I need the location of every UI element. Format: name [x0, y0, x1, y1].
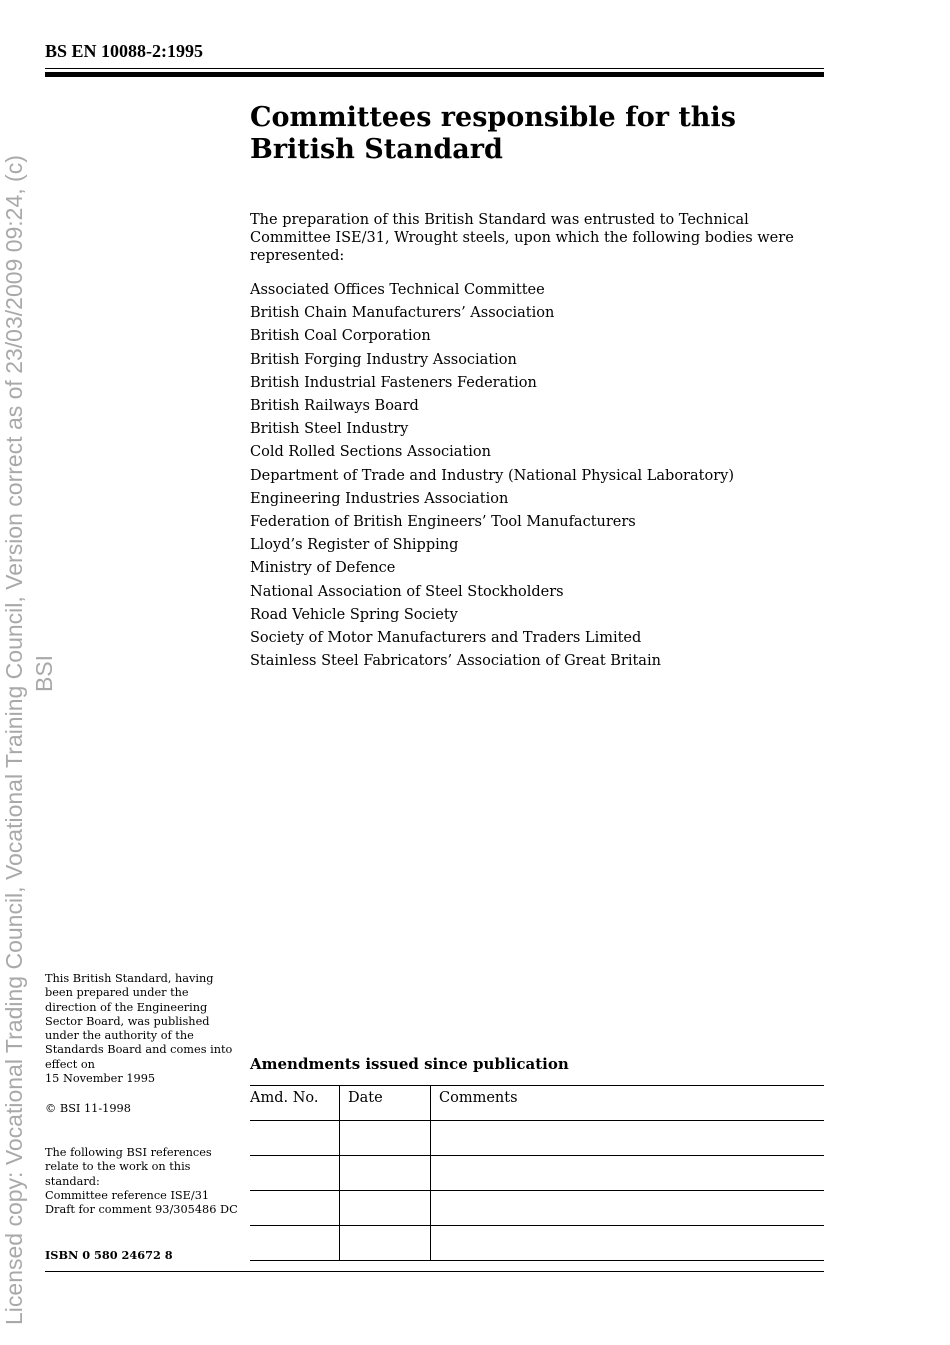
copyright-note [45, 1102, 245, 1116]
intro-line-1: The preparation of this British Standard was entrusted to Technical [250, 212, 749, 228]
table-column-divider [430, 1085, 431, 1261]
header-rule-thick [45, 72, 824, 77]
table-rule [250, 1120, 824, 1121]
references-line: Committee reference ISE/31 [45, 1188, 210, 1202]
column-header-date: Date [348, 1090, 383, 1106]
list-item: Ministry of Defence [250, 560, 396, 577]
page-title-line-1: Committees responsible for this [250, 102, 736, 133]
intro-line-2: Committee ISE/31, Wrought steels, upon which the following bodies were [250, 230, 794, 246]
page-title-line-2: British Standard [250, 134, 503, 165]
column-header-amd-no: Amd. No. [250, 1090, 319, 1106]
list-item: British Steel Industry [250, 421, 409, 438]
intro-paragraph [250, 211, 810, 265]
publication-note-line: been prepared under the [45, 986, 189, 1000]
isbn [45, 1248, 245, 1262]
list-item: Road Vehicle Spring Society [250, 606, 458, 623]
references-line: relate to the work on this [45, 1160, 191, 1174]
publication-note-line: effect on [45, 1057, 95, 1071]
page-title [250, 102, 810, 166]
publication-note-line: Standards Board and comes into [45, 1043, 233, 1057]
footer-rule [45, 1271, 824, 1272]
publication-note-line: under the authority of the [45, 1029, 194, 1043]
intro-line-3: represented: [250, 248, 345, 264]
document-id: BS EN 10088-2:1995 [45, 41, 204, 61]
list-item: Associated Offices Technical Committee [250, 282, 545, 298]
list-item: Federation of British Engineers’ Tool Manufacturers [250, 514, 636, 531]
table-rule [250, 1260, 824, 1261]
table-rule [250, 1155, 824, 1156]
copyright-text: © BSI 11-1998 [45, 1102, 131, 1115]
table-rule [250, 1085, 824, 1086]
amendments-title: Amendments issued since publication [250, 1055, 569, 1073]
header-rule-thin [45, 68, 824, 69]
list-item: Society of Motor Manufacturers and Traders Limited [250, 630, 642, 647]
references-line: The following BSI references [45, 1146, 212, 1159]
list-item: Lloyd’s Register of Shipping [250, 537, 459, 554]
list-item: British Chain Manufacturers’ Association [250, 305, 555, 322]
watermark-line-2: BSI [31, 654, 57, 692]
list-item: British Industrial Fasteners Federation [250, 374, 537, 391]
publication-note-line: Sector Board, was published [45, 1014, 210, 1028]
column-header-comments: Comments [439, 1090, 518, 1106]
list-item: Department of Trade and Industry (National Physical Laboratory) [250, 467, 734, 484]
committee-bodies-list [250, 279, 734, 673]
table-rule [250, 1190, 824, 1191]
publication-note-line: direction of the Engineering [45, 1000, 208, 1014]
list-item: Engineering Industries Association [250, 490, 509, 507]
publication-note-line: 15 November 1995 [45, 1072, 156, 1086]
watermark-line-1: Licensed copy: Vocational Trading Council, Vocational Training Council, Version correct as of 23/03/2009 09:24, (c) [1, 155, 27, 1325]
list-item: Cold Rolled Sections Association [250, 444, 491, 461]
bsi-references [45, 1146, 245, 1217]
license-watermark [0, 0, 64, 1345]
list-item: British Coal Corporation [250, 328, 431, 345]
list-item: British Forging Industry Association [250, 351, 517, 368]
publication-note [45, 972, 245, 1086]
publication-note-line: This British Standard, having [45, 972, 214, 985]
list-item: National Association of Steel Stockholders [250, 583, 564, 600]
references-line: Draft for comment 93/305486 DC [45, 1203, 238, 1217]
list-item: British Railways Board [250, 398, 419, 415]
table-column-divider [339, 1085, 340, 1261]
references-line: standard: [45, 1174, 100, 1188]
isbn-text: ISBN 0 580 24672 8 [45, 1248, 173, 1262]
table-rule [250, 1225, 824, 1226]
list-item: Stainless Steel Fabricators’ Association of Great Britain [250, 653, 661, 670]
